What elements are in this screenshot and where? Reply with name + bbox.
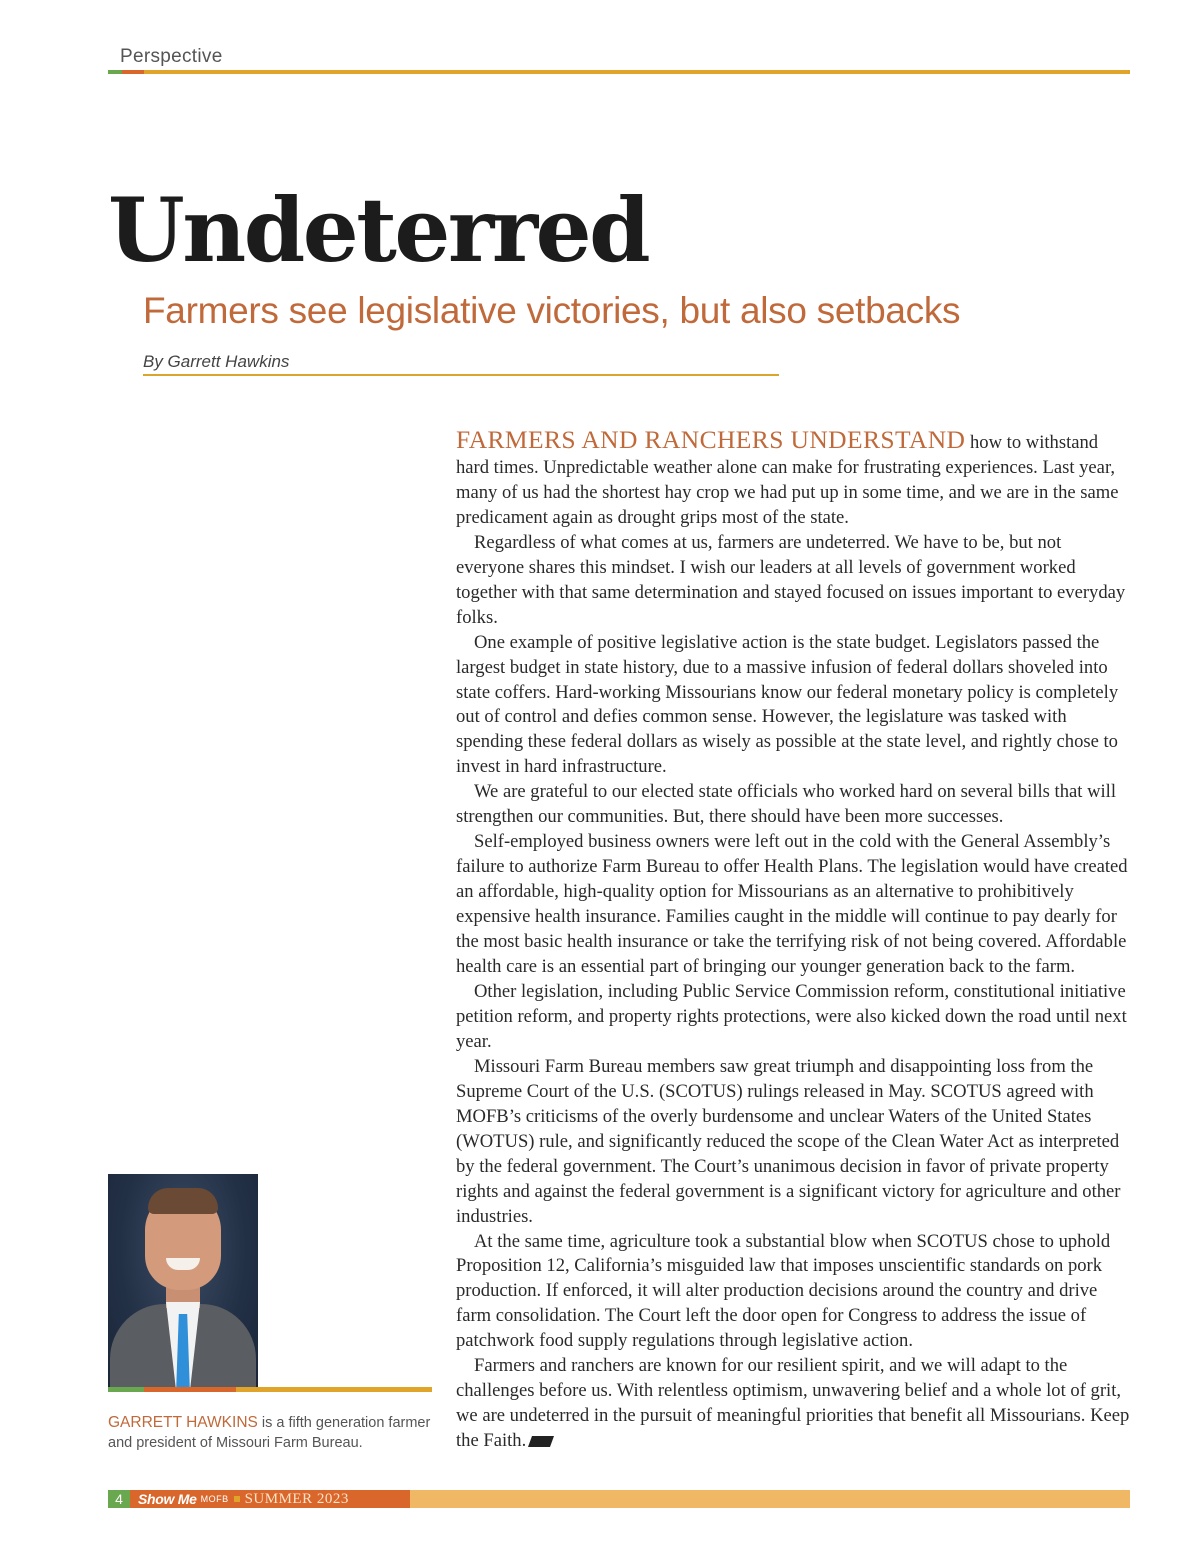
caption-rule-orange — [144, 1387, 236, 1392]
byline-rule — [143, 374, 779, 376]
farm-bureau-end-mark-icon — [528, 1436, 554, 1447]
header-rule-gold — [144, 70, 1130, 74]
article-paragraph — [456, 425, 1130, 531]
page-footer — [108, 1490, 1130, 1508]
lead-in: FARMERS AND RANCHERS UNDERSTAND — [456, 425, 966, 454]
article-body — [456, 425, 1130, 1454]
magazine-brand: Show Me — [138, 1491, 197, 1507]
article-paragraph: One example of positive legislative action is the state budget. Legislators passed the largest budget in state history, due to a massive infusion of federal dollars shoveled into state coffers. Hard-working Missourians know our federal monetary policy is completely out of control and defies common sense. However, the legislature was tasked with spending these federal dollars as wisely as possible at the state level, and rightly chose to invest in hard infrastructure. — [456, 631, 1119, 778]
article-paragraph: We are grateful to our elected state officials who worked hard on several bills that will strengthen our communities. But, there should have been more successes. — [456, 781, 1117, 828]
photo-hair — [148, 1188, 218, 1214]
paragraph-text: Farmers and ranchers are known for our resilient spirit, and we will adapt to the challenges before us. With relentless optimism, unwavering belief and a whole lot of grit, we are undeterred in the pursuit of meaningful priorities that benefit all Missourians. Keep the Faith. — [456, 1355, 1130, 1452]
section-label: Perspective — [120, 46, 223, 67]
article-paragraph — [456, 1354, 1130, 1454]
footer-bar — [410, 1490, 1130, 1508]
byline: By Garrett Hawkins — [143, 352, 290, 371]
article-paragraph: Self-employed business owners were left out in the cold with the General Assembly’s failure to authorize Farm Bureau to offer Health Plans. The legislation would have created an affordable, high-quality option for Missourians as an alternative to prohibitively expensive health insurance. Families caught in the middle will continue to pay dearly for the most basic health insurance or take the terrifying risk of not being covered. Affordable health care is an essential part of bringing our younger generation back to the farm. — [456, 831, 1128, 978]
caption-rule — [108, 1387, 432, 1392]
article-paragraph: Other legislation, including Public Service Commission reform, constitutional initiative petition reform, and property rights protections, were also kicked down the road until next year. — [456, 980, 1127, 1052]
footer-separator-icon — [234, 1496, 240, 1502]
photo-caption — [108, 1413, 438, 1453]
author-photo — [108, 1174, 258, 1387]
article-paragraph: At the same time, agriculture took a substantial blow when SCOTUS chose to uphold Proposition 12, California’s misguided law that imposes unscientific standards on pork production. If enforced, it will alter production decisions around the country and drive farm consolidation. The Court left the door open for Congress to address the issue of patchwork food supply regulations through legislative action. — [456, 1230, 1111, 1352]
issue-label: SUMMER 2023 — [244, 1490, 349, 1507]
footer-left — [108, 1490, 410, 1508]
caption-text: is a fifth generation farmer and president of Missouri Farm Bureau. — [108, 1415, 431, 1451]
article-paragraph: Regardless of what comes at us, farmers are undeterred. We have to be, but not everyone shares this mindset. I wish our leaders at all levels of government worked together with that same determination and stayed focused on issues important to everyday folks. — [456, 531, 1126, 628]
article-subhead: Farmers see legislative victories, but also setbacks — [143, 290, 961, 331]
caption-rule-green — [108, 1387, 144, 1392]
article-paragraph: Missouri Farm Bureau members saw great triumph and disappointing loss from the Supreme Court of the U.S. (SCOTUS) rulings released in May. SCOTUS agreed with MOFB’s criticisms of the overly burdensome and unclear Waters of the United States (WOTUS) rule, and significantly reduced the scope of the Clean Water Act as interpreted by the federal government. The Court’s unanimous decision in favor of private property rights and against the federal government is a significant victory for agriculture and other industries. — [456, 1055, 1121, 1227]
header-rule-orange — [122, 70, 144, 74]
article-headline: Undeterred — [108, 178, 649, 282]
caption-name: GARRETT HAWKINS — [108, 1414, 258, 1431]
header-rule — [108, 70, 1130, 74]
header-rule-green — [108, 70, 122, 74]
caption-rule-gold — [236, 1387, 432, 1392]
magazine-brand-sub: MOFB — [200, 1494, 229, 1504]
paragraph-text: how to withstand hard times. Unpredictable weather alone can make for frustrating experiences. Last year, many of us had the shortest hay crop we had put up in some time, and we are in the same predicament again as drought grips most of the state. — [456, 432, 1119, 528]
page-number: 4 — [108, 1490, 130, 1508]
